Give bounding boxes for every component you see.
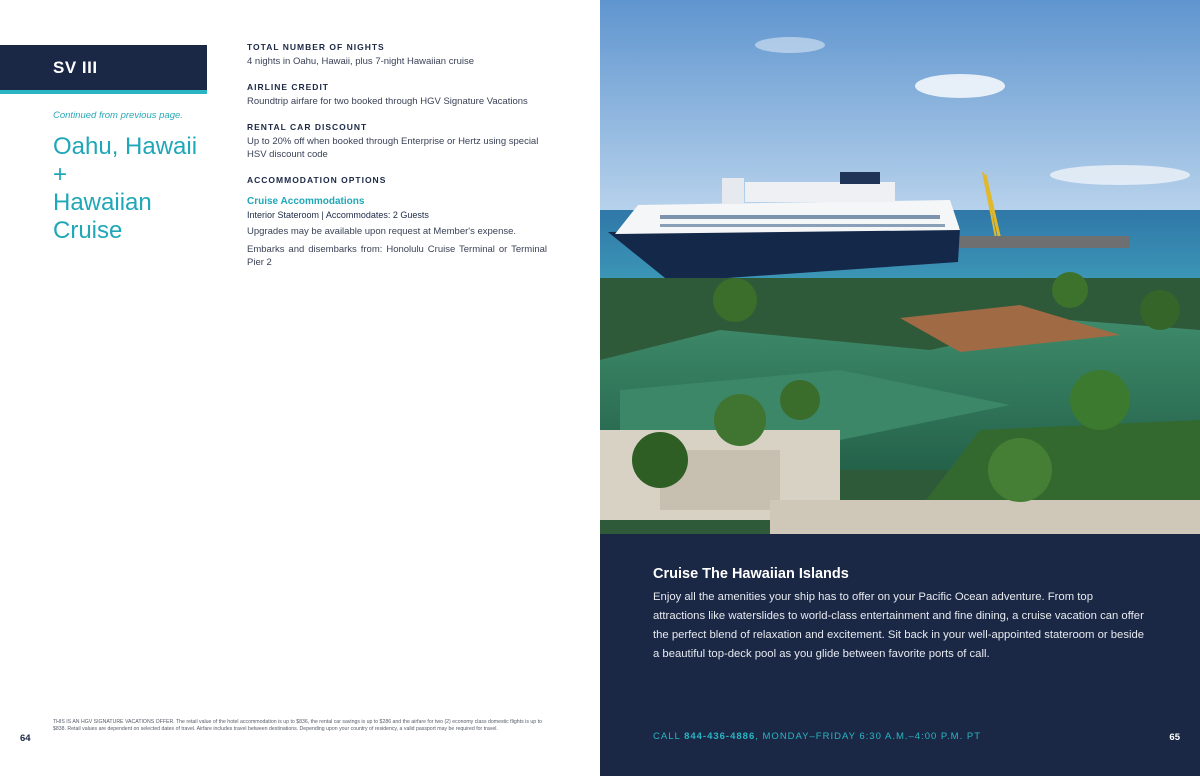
detail-heading: ACCOMMODATION OPTIONS (247, 175, 387, 185)
call-hours: , MONDAY–FRIDAY 6:30 A.M.–4:00 P.M. PT (755, 731, 982, 742)
package-details (247, 42, 547, 283)
accommodation-subheading: Cruise Accommodations (247, 196, 365, 207)
destination-title-line: Hawaiian (53, 189, 152, 216)
detail-nights (247, 42, 547, 68)
info-body: Enjoy all the amenities your ship has to offer on your Pacific Ocean adventure. From top attractions like waterslides to world-class entertainment and fine dining, a cruise vacation can offer the perfect blend of relaxation and excitement. Sit back in your well-appointed stateroom or beside a beautiful top-deck pool as you glide between favorite ports of call. (653, 591, 1145, 660)
detail-heading: AIRLINE CREDIT (247, 82, 329, 92)
section-tab-accent (0, 90, 207, 94)
right-page (600, 0, 1200, 776)
page-number-left: 64 (20, 733, 31, 744)
detail-heading: RENTAL CAR DISCOUNT (247, 122, 368, 132)
phone-number[interactable]: 844-436-4886 (684, 731, 756, 742)
info-title: Cruise The Hawaiian Islands (653, 566, 849, 582)
detail-heading: TOTAL NUMBER OF NIGHTS (247, 42, 385, 52)
destination-title-line: Cruise (53, 217, 123, 244)
call-prefix: CALL (653, 731, 685, 742)
info-panel (600, 534, 1200, 776)
detail-airline-credit (247, 82, 547, 108)
upgrade-note: Upgrades may be available upon request at Member's expense. (247, 226, 517, 237)
stateroom-line: Interior Stateroom | Accommodates: 2 Guests (247, 210, 429, 220)
call-line (653, 731, 981, 742)
detail-rental-car (247, 122, 547, 161)
section-tab-label: SV III (53, 58, 98, 77)
detail-accommodation (247, 175, 547, 269)
detail-text: 4 nights in Oahu, Hawaii, plus 7-night Hawaiian cruise (247, 56, 475, 67)
cruise-port-photo (600, 0, 1200, 534)
disclaimer: THIS IS AN HGV SIGNATURE VACATIONS OFFER. The retail value of the hotel accommodation is up to $836, the rental car savings is up to $286 and the airfare for two (2) economy class domestic flights is up to $838. Retail values are dependent on selected dates of travel. Airfare includes travel between destinations. Depending upon your country of residency, a valid passport may be required for travel. (53, 719, 542, 733)
continued-note: Continued from previous page. (53, 110, 183, 121)
page-number-right: 65 (1169, 732, 1180, 743)
section-tab (0, 45, 207, 90)
detail-text: Roundtrip airfare for two booked through HGV Signature Vacations (247, 96, 528, 107)
detail-text: Up to 20% off when booked through Enterprise or Hertz using special HSV discount code (247, 136, 539, 160)
embark-note: Embarks and disembarks from: Honolulu Cruise Terminal or Terminal Pier 2 (247, 244, 547, 268)
destination-title-line: Oahu, Hawaii (53, 133, 198, 160)
destination-title-line: + (53, 161, 68, 188)
destination-title (53, 133, 213, 245)
